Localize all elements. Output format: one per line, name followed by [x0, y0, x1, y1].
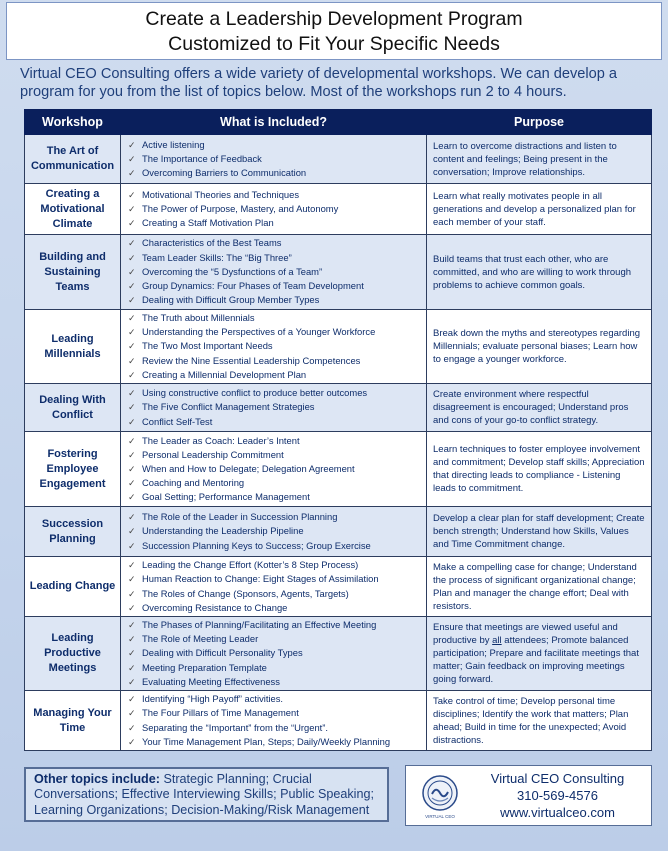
phone-number: 310-569-4576 — [517, 788, 598, 803]
workshop-name — [25, 691, 121, 751]
checkmark-icon: ✓ — [128, 327, 136, 338]
other-topics-text: Strategic Planning; Crucial Conversations; Effective Interviewing Skills; Public Speaking; Learning Organizations; Decision-Making/Risk Management — [34, 772, 374, 817]
workshop-name-line: Creating a — [45, 187, 100, 200]
checkmark-icon: ✓ — [128, 478, 136, 489]
list-item-text: Conflict Self-Test — [142, 415, 213, 427]
purpose-emphasis: all — [492, 635, 502, 647]
checkmark-icon: ✓ — [128, 449, 136, 460]
list-item — [128, 735, 422, 749]
included-items — [121, 310, 427, 384]
list-item-text: The Power of Purpose, Mastery, and Autonomy — [142, 202, 339, 214]
workshop-name-line: The Art of — [46, 145, 99, 157]
list-item — [128, 721, 422, 735]
workshop-name — [25, 184, 121, 235]
purpose-text: Learn techniques to foster employee involvement and commitment; Develop staff skills; Appreciation that directing leads to compliance - Listening leads to commitment. — [427, 432, 652, 507]
list-item — [128, 632, 422, 646]
checkmark-icon: ✓ — [128, 602, 136, 613]
table-row — [25, 617, 652, 691]
workshop-name — [25, 507, 121, 557]
table-body — [25, 135, 652, 751]
list-item-text: Creating a Millennial Development Plan — [142, 368, 307, 380]
workshop-name-line: Building and — [39, 250, 106, 263]
header-purpose: Purpose — [427, 110, 652, 135]
list-item — [128, 293, 422, 307]
list-item-text: Identifying “High Payoff” activities. — [142, 693, 284, 705]
purpose-text: Break down the myths and stereotypes regarding Millennials; evaluate personal biases; Learn how to engage a younger workforce. — [427, 310, 652, 384]
purpose-text: Make a compelling case for change; Understand the process of significant organizational change; Plan and manager the change effort; Deal with resistors. — [427, 557, 652, 617]
checkmark-icon: ✓ — [128, 238, 136, 249]
workshop-name-line: Communication — [30, 160, 115, 172]
checkmark-icon: ✓ — [128, 189, 136, 200]
included-items — [121, 432, 427, 507]
purpose-text: Learn to overcome distractions and listen to content and feelings; Being present in the conversation; Improve relationships. — [427, 135, 652, 184]
purpose-text: Develop a clear plan for staff development; Create bench strength; Understand how Skills, Values and Time Commitment change. — [427, 507, 652, 557]
included-list — [128, 236, 422, 307]
workshop-name-line: Engagement — [39, 477, 106, 490]
workshop-name-line: Fostering — [47, 447, 98, 460]
list-item-text: Dealing with Difficult Personality Types — [142, 647, 303, 659]
workshop-name-line: Productive — [44, 647, 101, 660]
list-item — [128, 646, 422, 660]
workshop-name-line: Planning — [49, 532, 96, 545]
list-item — [128, 400, 422, 414]
list-item-text: Meeting Preparation Template — [142, 661, 267, 673]
workshop-name-line: Leading Change — [29, 580, 116, 593]
table-row — [25, 557, 652, 617]
workshop-name — [25, 310, 121, 384]
checkmark-icon: ✓ — [128, 281, 136, 292]
list-item — [128, 152, 422, 166]
included-list — [128, 188, 422, 231]
list-item — [128, 279, 422, 293]
contact-text — [470, 770, 645, 821]
company-name: Virtual CEO Consulting — [490, 771, 625, 786]
list-item — [128, 539, 422, 553]
list-item-text: Leading the Change Effort (Kotter’s 8 Step Process) — [142, 559, 359, 571]
checkmark-icon: ✓ — [128, 708, 136, 719]
checkmark-icon: ✓ — [128, 313, 136, 323]
list-item — [128, 265, 422, 279]
checkmark-icon: ✓ — [128, 295, 136, 306]
checkmark-icon: ✓ — [128, 266, 136, 277]
virtual-ceo-logo-icon — [420, 774, 460, 820]
list-item-text: Understanding the Perspectives of a Younger Workforce — [142, 326, 376, 338]
checkmark-icon: ✓ — [128, 153, 136, 164]
list-item — [128, 339, 422, 353]
list-item-text: The Role of Meeting Leader — [142, 633, 259, 645]
list-item — [128, 706, 422, 720]
list-item — [128, 524, 422, 538]
included-items — [121, 691, 427, 751]
workshop-name-line: Conflict — [52, 408, 93, 421]
workshop-name — [25, 617, 121, 691]
list-item-text: The Role of the Leader in Succession Planning — [142, 511, 338, 523]
list-item-text: The Four Pillars of Time Management — [142, 707, 299, 719]
included-list — [128, 138, 422, 181]
list-item-text: Succession Planning Keys to Success; Group Exercise — [142, 539, 371, 551]
purpose-segment: attendees; Promote balanced participation; Prepare and facilitate meetings that matter; Gain feedback on improving meetings going forward. — [433, 635, 639, 686]
list-item-text: The Two Most Important Needs — [142, 340, 273, 352]
table-row — [25, 310, 652, 384]
table-row — [25, 135, 652, 184]
list-item-text: Overcoming the “5 Dysfunctions of a Team” — [142, 265, 323, 277]
title-line-1: Create a Leadership Development Program — [145, 8, 523, 30]
list-item-text: Human Reaction to Change: Eight Stages of Assimilation — [142, 573, 379, 585]
list-item-text: Dealing with Difficult Group Member Types — [142, 294, 320, 306]
checkmark-icon: ✓ — [128, 662, 136, 673]
workshop-table — [24, 109, 652, 751]
checkmark-icon: ✓ — [128, 526, 136, 537]
list-item-text: Motivational Theories and Techniques — [142, 188, 300, 200]
included-list — [128, 510, 422, 553]
list-item — [128, 368, 422, 382]
list-item — [128, 138, 422, 152]
list-item-text: Goal Setting; Performance Management — [142, 491, 310, 503]
list-item — [128, 476, 422, 490]
list-item-text: Active listening — [142, 138, 205, 150]
list-item — [128, 202, 422, 216]
list-item-text: The Truth about Millennials — [142, 312, 255, 323]
list-item — [128, 601, 422, 615]
included-items — [121, 384, 427, 432]
workshop-name — [25, 235, 121, 310]
checkmark-icon: ✓ — [128, 463, 136, 474]
checkmark-icon: ✓ — [128, 722, 136, 733]
list-item-text: Your Time Management Plan, Steps; Daily/Weekly Planning — [142, 735, 391, 747]
list-item — [128, 587, 422, 601]
workshop-name-line: Time — [59, 721, 86, 734]
list-item — [128, 386, 422, 400]
workshop-name-line: Meetings — [48, 662, 97, 675]
checkmark-icon: ✓ — [128, 341, 136, 352]
list-item-text: Evaluating Meeting Effectiveness — [142, 675, 280, 687]
checkmark-icon: ✓ — [128, 355, 136, 366]
list-item — [128, 311, 422, 325]
checkmark-icon: ✓ — [128, 218, 136, 229]
workshop-name-line: Leading — [51, 632, 94, 645]
list-item — [128, 188, 422, 202]
list-item-text: The Roles of Change (Sponsors, Agents, Targets) — [142, 587, 349, 599]
list-item — [128, 325, 422, 339]
purpose-text — [427, 617, 652, 691]
list-item — [128, 251, 422, 265]
list-item-text: Overcoming Barriers to Communication — [142, 167, 307, 179]
list-item-text: Personal Leadership Commitment — [142, 448, 284, 460]
checkmark-icon: ✓ — [128, 252, 136, 263]
header-included: What is Included? — [121, 110, 427, 135]
list-item-text: The Leader as Coach: Leader’s Intent — [142, 434, 300, 446]
list-item — [128, 434, 422, 448]
workshop-name-line: Employee — [46, 462, 99, 475]
other-topics-box — [24, 767, 389, 822]
checkmark-icon: ✓ — [128, 369, 136, 380]
included-items — [121, 135, 427, 184]
workshop-name-line: Leading — [51, 332, 94, 345]
purpose-segment: Ensure that meetings are viewed useful and productive by — [433, 622, 618, 647]
list-item — [128, 462, 422, 476]
purpose-text: Take control of time; Develop personal time disciplines; Identify the work that matters; Plan ahead; Build in time for the unexpected; Avoid distractions. — [427, 691, 652, 751]
checkmark-icon: ✓ — [128, 512, 136, 523]
workshop-name-line: Teams — [55, 280, 90, 293]
checkmark-icon: ✓ — [128, 676, 136, 687]
intro-paragraph: Virtual CEO Consulting offers a wide variety of developmental workshops. We can develop a program for you from the list of topics below. Most of the workshops run 2 to 4 hours. — [20, 66, 618, 100]
checkmark-icon: ✓ — [128, 492, 136, 503]
list-item — [128, 166, 422, 180]
checkmark-icon: ✓ — [128, 574, 136, 585]
included-list — [128, 311, 422, 382]
purpose-text: Create environment where respectful disagreement is encouraged; Understand pros and cons of your go-to conflict strategy. — [427, 384, 652, 432]
workshop-name-line: Millennials — [44, 347, 101, 360]
table-row — [25, 235, 652, 310]
checkmark-icon: ✓ — [128, 588, 136, 599]
included-list — [128, 618, 422, 689]
other-topics-label: Other topics include: — [34, 772, 160, 786]
table-header-row — [25, 110, 652, 135]
list-item — [128, 572, 422, 586]
workshop-name-line: Motivational — [40, 202, 105, 215]
checkmark-icon: ✓ — [128, 203, 136, 214]
workshop-name-line: Dealing With — [39, 393, 106, 406]
list-item-text: Review the Nine Essential Leadership Competences — [142, 354, 361, 366]
included-list — [128, 692, 422, 749]
list-item-text: Team Leader Skills: The “Big Three” — [142, 251, 292, 263]
included-items — [121, 235, 427, 310]
list-item — [128, 558, 422, 572]
workshop-name — [25, 384, 121, 432]
checkmark-icon: ✓ — [128, 620, 136, 631]
checkmark-icon: ✓ — [128, 694, 136, 705]
title-box — [6, 2, 662, 60]
list-item — [128, 216, 422, 230]
included-list — [128, 434, 422, 505]
workshop-name — [25, 135, 121, 184]
table-row — [25, 184, 652, 235]
header-workshop: Workshop — [25, 110, 121, 135]
list-item-text: Creating a Staff Motivation Plan — [142, 217, 274, 229]
list-item-text: Coaching and Mentoring — [142, 477, 245, 489]
included-list — [128, 558, 422, 615]
included-items — [121, 617, 427, 691]
workshop-name-line: Succession — [41, 517, 104, 530]
list-item — [128, 675, 422, 689]
checkmark-icon: ✓ — [128, 435, 136, 446]
list-item-text: The Five Conflict Management Strategies — [142, 401, 315, 413]
list-item — [128, 618, 422, 632]
website: www.virtualceo.com — [500, 805, 615, 820]
list-item — [128, 510, 422, 524]
workshop-name-line: Sustaining — [44, 265, 101, 278]
table-row — [25, 507, 652, 557]
list-item — [128, 236, 422, 250]
checkmark-icon: ✓ — [128, 416, 136, 427]
list-item-text: Characteristics of the Best Teams — [142, 237, 282, 249]
list-item — [128, 448, 422, 462]
included-items — [121, 184, 427, 235]
list-item-text: Understanding the Leadership Pipeline — [142, 525, 304, 537]
checkmark-icon: ✓ — [128, 388, 136, 399]
workshop-name — [25, 432, 121, 507]
checkmark-icon: ✓ — [128, 168, 136, 179]
list-item-text: Overcoming Resistance to Change — [142, 601, 288, 613]
included-items — [121, 507, 427, 557]
checkmark-icon: ✓ — [128, 634, 136, 645]
table-row — [25, 691, 652, 751]
logo-caption: VIRTUAL CEO — [425, 814, 455, 819]
checkmark-icon: ✓ — [128, 402, 136, 413]
list-item-text: Using constructive conflict to produce better outcomes — [142, 387, 368, 399]
checkmark-icon: ✓ — [128, 648, 136, 659]
list-item — [128, 692, 422, 706]
list-item-text: When and How to Delegate; Delegation Agreement — [142, 462, 355, 474]
list-item-text: The Importance of Feedback — [142, 152, 262, 164]
included-list — [128, 386, 422, 429]
workshop-name-line: Climate — [52, 217, 93, 230]
table-row — [25, 432, 652, 507]
list-item — [128, 415, 422, 429]
list-item — [128, 490, 422, 504]
checkmark-icon: ✓ — [128, 560, 136, 571]
contact-box — [405, 765, 652, 826]
purpose-text: Learn what really motivates people in all generations and develop a personalized plan for each member of your staff. — [427, 184, 652, 235]
list-item-text: Group Dynamics: Four Phases of Team Development — [142, 280, 364, 292]
table-row — [25, 384, 652, 432]
list-item-text: Separating the “Important” from the “Urgent”. — [142, 721, 329, 733]
list-item — [128, 354, 422, 368]
included-items — [121, 557, 427, 617]
list-item-text: The Phases of Planning/Facilitating an Effective Meeting — [142, 619, 377, 631]
checkmark-icon: ✓ — [128, 540, 136, 551]
list-item — [128, 661, 422, 675]
workshop-name-line: Managing Your — [33, 706, 112, 719]
title-line-2: Customized to Fit Your Specific Needs — [168, 33, 500, 55]
purpose-text: Build teams that trust each other, who are committed, and who are willing to work through problems to achieve common goals. — [427, 235, 652, 310]
checkmark-icon: ✓ — [128, 736, 136, 747]
checkmark-icon: ✓ — [128, 139, 136, 150]
workshop-name — [25, 557, 121, 617]
